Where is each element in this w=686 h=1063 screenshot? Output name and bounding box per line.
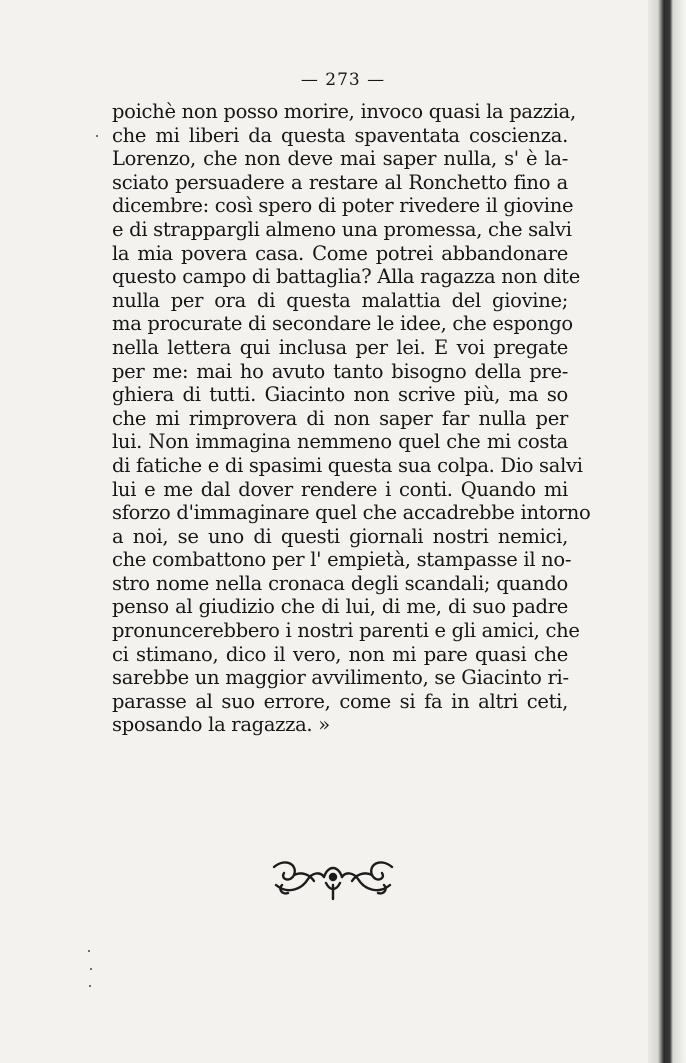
text-line: Lorenzo, che non deve mai saper nulla, s' è la- <box>112 147 568 171</box>
text-line-last: sposando la ragazza. » <box>112 713 330 737</box>
text-line: che mi liberi da questa spaventata coscienza. <box>112 123 568 147</box>
text-line: nulla per ora di questa malattia del giovine; <box>112 288 568 312</box>
text-line: sciato persuadere a restare al Ronchetto fino a <box>112 170 568 194</box>
text-line: pronuncerebbero i nostri parenti e gli amici, che <box>112 619 580 643</box>
text-line: che mi rimprovera di non saper far nulla per <box>112 406 568 430</box>
text-line: stro nome nella cronaca degli scandali; quando <box>112 571 568 595</box>
text-line: parasse al suo errore, come si fa in altri ceti, <box>112 689 568 713</box>
paper-speck <box>96 135 98 137</box>
text-line: ghiera di tutti. Giacinto non scrive più, ma so <box>112 383 568 407</box>
text-line: ci stimano, dico il vero, non mi pare quasi che <box>112 642 568 666</box>
page-binding-edge <box>648 0 686 1063</box>
paper-speck <box>88 950 90 952</box>
text-line: la mia povera casa. Come potrei abbandonare <box>112 241 568 265</box>
text-line: di fatiche e di spasimi questa sua colpa. Dio salvi <box>112 453 583 477</box>
floral-ornament-icon <box>268 855 398 903</box>
paper-speck <box>89 985 91 987</box>
text-line: poichè non posso morire, invoco quasi la pazzia, <box>112 100 576 123</box>
text-line: per me: mai ho avuto tanto bisogno della pre- <box>112 359 568 383</box>
text-line: ma procurate di secondare le idee, che espongo <box>112 312 573 336</box>
body-text <box>112 100 591 737</box>
text-line: questo campo di battaglia? Alla ragazza non dite <box>112 265 580 289</box>
paper-speck <box>90 968 92 970</box>
text-line: sarebbe un maggior avvilimento, se Giacinto ri- <box>112 666 569 690</box>
text-line: sforzo d'immaginare quel che accadrebbe intorno <box>112 501 591 525</box>
text-line: che combattono per l' empietà, stampasse il no- <box>112 548 572 572</box>
page-number: — 273 — <box>300 70 386 90</box>
text-line: a noi, se uno di questi giornali nostri nemici, <box>112 524 568 548</box>
text-line: e di strappargli almeno una promessa, che salvi <box>112 217 572 241</box>
text-line: lui. Non immagina nemmeno quel che mi costa <box>112 430 568 454</box>
text-line: lui e me dal dover rendere i conti. Quando mi <box>112 477 568 501</box>
text-line: penso al giudizio che di lui, di me, di suo padre <box>112 595 568 619</box>
text-line: dicembre: così spero di poter rivedere il giovine <box>112 194 574 218</box>
text-line: nella lettera qui inclusa per lei. E voi pregate <box>112 335 568 359</box>
